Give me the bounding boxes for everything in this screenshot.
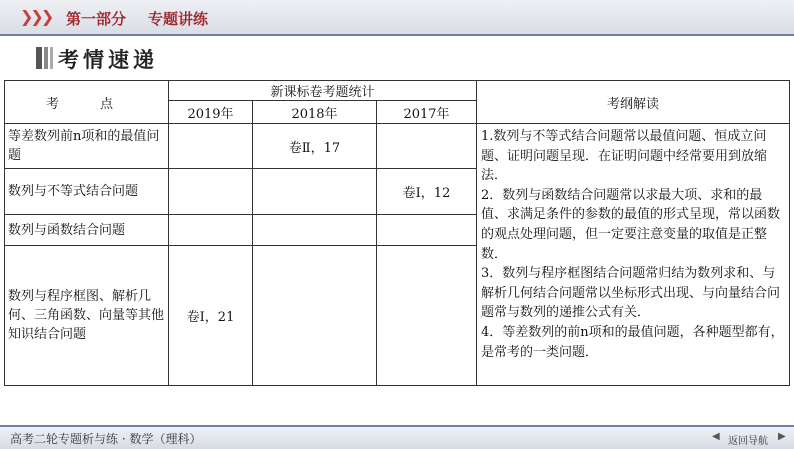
table-row-point: 等差数列前n项和的最值问题 (5, 124, 169, 169)
cell-2019 (169, 124, 253, 169)
cell-2018 (253, 169, 377, 215)
cell-2019 (169, 169, 253, 215)
cell-2017 (377, 215, 477, 246)
outline-item: 2．数列与函数结合问题常以求最大项、求和的最值、求满足条件的参数的最值的形式呈现，常以函数的观点处理问题，但一定要注意变量的取值是正整数． (481, 187, 781, 262)
outline-cell (477, 124, 790, 386)
year-2018: 2018年 (253, 101, 377, 124)
part-label: 第一部分 (66, 10, 127, 28)
table-row-point: 数列与函数结合问题 (5, 215, 169, 246)
cell-2018: 卷Ⅱ，17 (253, 124, 377, 169)
year-2019: 2019年 (169, 101, 253, 124)
footer-bar (0, 425, 794, 449)
header-stats: 新课标卷考题统计 (169, 81, 477, 101)
header-point: 考 点 (5, 81, 169, 124)
outline-item: 3．数列与程序框图结合问题常归结为数列求和、与解析几何结合问题常以坐标形式出现、与向量结合问题常与数列的递推公式有关． (481, 266, 781, 321)
cell-2017: 卷Ⅰ，12 (377, 169, 477, 215)
cell-2017 (377, 124, 477, 169)
outline-item: 4．等差数列的前n项和的最值问题，各种题型都有，是常考的一类问题． (481, 324, 784, 360)
cell-2019: 卷Ⅰ，21 (169, 246, 253, 386)
cell-2019 (169, 215, 253, 246)
year-2017: 2017年 (377, 101, 477, 124)
section-title: 考情速递 (58, 48, 158, 72)
top-header-bar (0, 0, 794, 36)
cell-2018 (253, 215, 377, 246)
prev-arrow-icon[interactable]: ◀ (712, 431, 720, 442)
back-nav-button[interactable]: 返回导航 (728, 436, 768, 447)
cell-2018 (253, 246, 377, 386)
outline-item: 1.数列与不等式结合问题常以最值问题、恒成立问题、证明问题呈现．在证明问题中经常要用到放缩法． (481, 129, 768, 184)
header-outline: 考纲解读 (477, 81, 790, 124)
footer-title: 高考二轮专题析与练 · 数学（理科） (10, 432, 202, 446)
table-row-point: 数列与不等式结合问题 (5, 169, 169, 215)
next-arrow-icon[interactable]: ▶ (778, 431, 786, 442)
cell-2017 (377, 246, 477, 386)
section-bars-icon (36, 47, 56, 69)
table-row-point: 数列与程序框图、解析几何、三角函数、向量等其他知识结合问题 (5, 246, 169, 386)
chevron-right-icon: ❯❯❯ (20, 7, 52, 26)
topic-label: 专题讲练 (148, 10, 209, 28)
exam-stats-table (4, 80, 790, 386)
